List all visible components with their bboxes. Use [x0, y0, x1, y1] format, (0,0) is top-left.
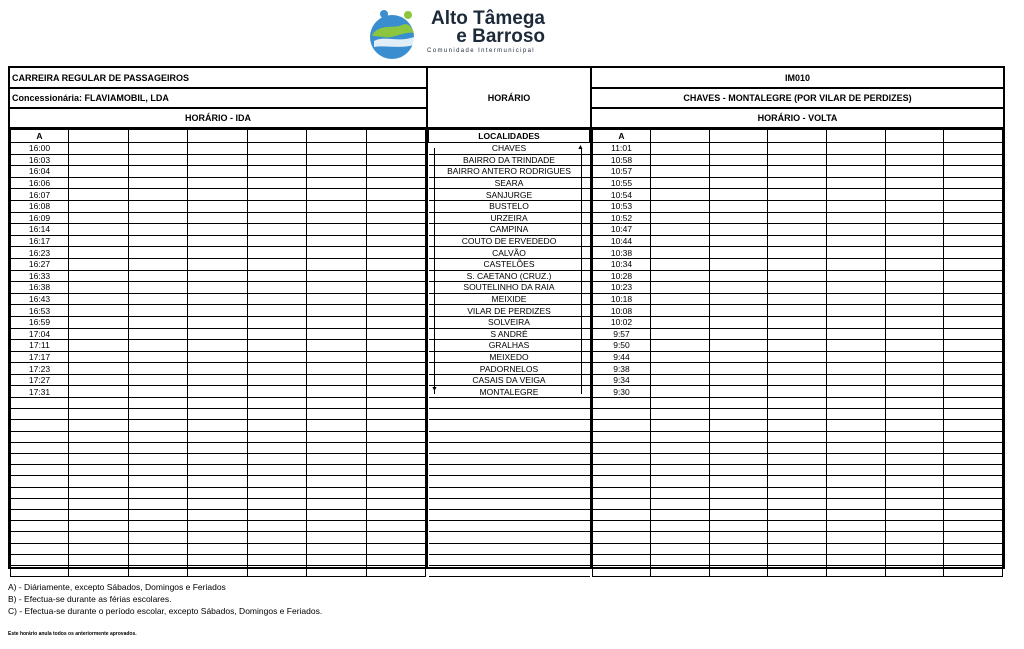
table-row	[429, 374, 590, 386]
table-row	[11, 565, 426, 576]
table-row	[593, 431, 1003, 442]
table-row	[593, 154, 1003, 166]
time-cell: 16:14	[11, 224, 69, 236]
locality-cell: S ANDRÉ	[429, 328, 590, 340]
table-row	[11, 258, 426, 270]
table-row	[429, 409, 590, 420]
time-cell: 16:59	[11, 316, 69, 328]
table-row	[11, 521, 426, 532]
table-row	[429, 143, 590, 155]
table-row	[429, 316, 590, 328]
time-cell: 9:30	[593, 386, 651, 398]
table-row	[429, 498, 590, 509]
table-row	[429, 270, 590, 282]
stops-table	[428, 129, 590, 577]
locality-cell: COUTO DE ERVEDEDO	[429, 235, 590, 247]
time-cell: 10:53	[593, 200, 651, 212]
locality-cell: S. CAETANO (CRUZ.)	[429, 270, 590, 282]
table-row	[429, 200, 590, 212]
time-cell: 10:52	[593, 212, 651, 224]
locality-cell: MEIXIDE	[429, 293, 590, 305]
table-row	[593, 532, 1003, 543]
time-cell: 10:23	[593, 282, 651, 294]
time-cell: 16:17	[11, 235, 69, 247]
schedule-title: HORÁRIO	[428, 68, 590, 129]
table-row	[593, 143, 1003, 155]
table-row	[593, 177, 1003, 189]
table-row	[429, 476, 590, 487]
table-row	[429, 487, 590, 498]
table-row	[593, 200, 1003, 212]
direction-line	[581, 148, 582, 394]
table-row	[429, 509, 590, 520]
time-cell: 17:11	[11, 340, 69, 352]
table-row	[593, 293, 1003, 305]
table-row	[11, 465, 426, 476]
route-code: IM010	[592, 68, 1003, 89]
timetable	[8, 66, 1005, 569]
time-cell: 17:31	[11, 386, 69, 398]
time-cell: 17:17	[11, 351, 69, 363]
table-row	[593, 258, 1003, 270]
footnote: A) - Diáriamente, excepto Sábados, Domingos e Feriados	[8, 582, 226, 592]
table-row	[429, 363, 590, 375]
table-row	[11, 554, 426, 565]
table-row	[429, 565, 590, 576]
table-row	[429, 293, 590, 305]
table-row	[429, 386, 590, 398]
table-row	[11, 270, 426, 282]
arrow-up-icon: ▲	[577, 144, 584, 151]
table-row	[11, 247, 426, 259]
time-cell: 9:57	[593, 328, 651, 340]
table-row	[11, 235, 426, 247]
locality-cell: PADORNELOS	[429, 363, 590, 375]
stops-panel	[428, 68, 592, 567]
table-row	[593, 305, 1003, 317]
table-row	[429, 235, 590, 247]
time-cell: 10:55	[593, 177, 651, 189]
table-row	[11, 282, 426, 294]
time-cell: 10:18	[593, 293, 651, 305]
table-row	[429, 431, 590, 442]
table-row	[429, 543, 590, 554]
table-row	[429, 166, 590, 178]
table-row	[593, 420, 1003, 431]
table-row	[593, 398, 1003, 409]
table-row	[593, 454, 1003, 465]
table-row	[429, 521, 590, 532]
disclaimer: Este horário anula todos os anteriormente aprovados.	[8, 631, 137, 637]
table-row	[11, 498, 426, 509]
time-cell: 10:08	[593, 305, 651, 317]
table-row	[429, 258, 590, 270]
time-cell: 10:58	[593, 154, 651, 166]
time-cell: 16:09	[11, 212, 69, 224]
table-row	[593, 487, 1003, 498]
table-row	[593, 316, 1003, 328]
time-cell: 9:38	[593, 363, 651, 375]
logo-name: Alto Tâmega e Barroso	[430, 8, 545, 47]
table-row	[429, 351, 590, 363]
arrow-down-icon: ▼	[431, 386, 438, 393]
time-cell: 17:23	[11, 363, 69, 375]
table-row	[593, 189, 1003, 201]
time-cell: 10:02	[593, 316, 651, 328]
table-row	[593, 565, 1003, 576]
table-row	[429, 189, 590, 201]
time-cell: 10:57	[593, 166, 651, 178]
time-cell: 16:00	[11, 143, 69, 155]
table-row	[593, 351, 1003, 363]
logo-emblem-icon	[364, 5, 426, 61]
time-cell: 10:38	[593, 247, 651, 259]
table-row	[593, 235, 1003, 247]
table-row	[11, 431, 426, 442]
locality-cell: SANJURGE	[429, 189, 590, 201]
route-name: CHAVES - MONTALEGRE (POR VILAR DE PERDIZES)	[592, 89, 1003, 109]
time-cell: 16:03	[11, 154, 69, 166]
return-panel	[592, 68, 1003, 567]
time-cell: 10:54	[593, 189, 651, 201]
table-row	[429, 154, 590, 166]
table-row	[429, 305, 590, 317]
time-cell: 10:34	[593, 258, 651, 270]
table-row	[11, 420, 426, 431]
locality-cell: BAIRRO DA TRINDADE	[429, 154, 590, 166]
column-header-localidades: LOCALIDADES	[429, 130, 590, 143]
table-row	[11, 143, 426, 155]
outbound-section-title: HORÁRIO - IDA	[10, 109, 426, 129]
table-row	[11, 363, 426, 375]
table-row	[11, 154, 426, 166]
table-row	[11, 532, 426, 543]
table-row	[593, 476, 1003, 487]
outbound-times-table	[10, 129, 426, 577]
time-cell: 16:38	[11, 282, 69, 294]
table-row	[11, 442, 426, 453]
table-row	[429, 420, 590, 431]
time-cell: 17:27	[11, 374, 69, 386]
locality-cell: SEARA	[429, 177, 590, 189]
locality-cell: CASAIS DA VEIGA	[429, 374, 590, 386]
table-row	[593, 247, 1003, 259]
table-row	[593, 509, 1003, 520]
table-row	[593, 554, 1003, 565]
table-row	[593, 498, 1003, 509]
table-row	[11, 316, 426, 328]
table-row	[11, 212, 426, 224]
concession-label: Concessionária: FLAVIAMOBIL, LDA	[10, 89, 426, 109]
table-row	[429, 224, 590, 236]
footnote: C) - Efectua-se durante o período escolar, excepto Sábados, Domingos e Feriados.	[8, 606, 323, 616]
footnotes	[8, 581, 322, 617]
locality-cell: BUSTELO	[429, 200, 590, 212]
time-cell: 16:08	[11, 200, 69, 212]
table-row	[429, 247, 590, 259]
table-row	[11, 386, 426, 398]
time-cell: 16:33	[11, 270, 69, 282]
locality-cell: VILAR DE PERDIZES	[429, 305, 590, 317]
time-cell: 9:50	[593, 340, 651, 352]
table-row	[429, 340, 590, 352]
logo	[364, 5, 554, 61]
table-row	[11, 351, 426, 363]
time-cell: 10:44	[593, 235, 651, 247]
time-cell: 16:06	[11, 177, 69, 189]
table-row	[11, 189, 426, 201]
time-cell: 9:34	[593, 374, 651, 386]
table-row	[11, 543, 426, 554]
column-header-a: A	[593, 130, 651, 143]
time-cell: 9:44	[593, 351, 651, 363]
time-cell: 10:28	[593, 270, 651, 282]
table-row	[11, 328, 426, 340]
table-row	[593, 282, 1003, 294]
time-cell: 17:04	[11, 328, 69, 340]
table-row	[429, 212, 590, 224]
table-row	[11, 166, 426, 178]
table-row	[593, 409, 1003, 420]
table-row	[593, 166, 1003, 178]
time-cell: 16:27	[11, 258, 69, 270]
table-row	[11, 305, 426, 317]
return-section-title: HORÁRIO - VOLTA	[592, 109, 1003, 129]
table-row	[593, 224, 1003, 236]
outbound-panel	[10, 68, 428, 567]
return-times-table	[592, 129, 1003, 577]
locality-cell: URZEIRA	[429, 212, 590, 224]
table-row	[593, 442, 1003, 453]
locality-cell: MEIXEDO	[429, 351, 590, 363]
locality-cell: SOUTELINHO DA RAIA	[429, 282, 590, 294]
table-row	[11, 293, 426, 305]
table-row	[11, 177, 426, 189]
locality-cell: BAIRRO ANTERO RODRIGUES	[429, 166, 590, 178]
table-row	[429, 532, 590, 543]
table-row	[593, 521, 1003, 532]
table-row	[11, 340, 426, 352]
time-cell: 16:07	[11, 189, 69, 201]
time-cell: 16:43	[11, 293, 69, 305]
table-row	[11, 200, 426, 212]
table-row	[429, 442, 590, 453]
table-row	[11, 398, 426, 409]
table-row	[11, 454, 426, 465]
table-row	[11, 224, 426, 236]
service-title: CARREIRA REGULAR DE PASSAGEIROS	[10, 68, 426, 89]
locality-cell: SOLVEIRA	[429, 316, 590, 328]
table-row	[593, 270, 1003, 282]
direction-line	[434, 148, 435, 394]
locality-cell: CHAVES	[429, 143, 590, 155]
table-row	[593, 328, 1003, 340]
footnote: B) - Efectua-se durante as férias escolares.	[8, 594, 172, 604]
table-row	[593, 363, 1003, 375]
table-row	[593, 465, 1003, 476]
table-row	[11, 476, 426, 487]
table-row	[593, 340, 1003, 352]
time-cell: 16:23	[11, 247, 69, 259]
table-row	[11, 409, 426, 420]
table-row	[593, 212, 1003, 224]
table-row	[11, 374, 426, 386]
table-row	[429, 328, 590, 340]
table-row	[429, 398, 590, 409]
time-cell: 16:04	[11, 166, 69, 178]
table-row	[11, 487, 426, 498]
table-row	[429, 554, 590, 565]
logo-subtitle: Comunidade Intermunicipal	[427, 48, 536, 54]
table-row	[429, 282, 590, 294]
table-row	[429, 177, 590, 189]
column-header-a: A	[11, 130, 69, 143]
time-cell: 11:01	[593, 143, 651, 155]
table-row	[593, 374, 1003, 386]
locality-cell: CASTELÕES	[429, 258, 590, 270]
table-row	[11, 509, 426, 520]
table-row	[593, 386, 1003, 398]
table-row	[593, 543, 1003, 554]
locality-cell: CAMPINA	[429, 224, 590, 236]
locality-cell: GRALHAS	[429, 340, 590, 352]
locality-cell: CALVÃO	[429, 247, 590, 259]
table-row	[429, 454, 590, 465]
time-cell: 16:53	[11, 305, 69, 317]
table-row	[429, 465, 590, 476]
time-cell: 10:47	[593, 224, 651, 236]
locality-cell: MONTALEGRE	[429, 386, 590, 398]
